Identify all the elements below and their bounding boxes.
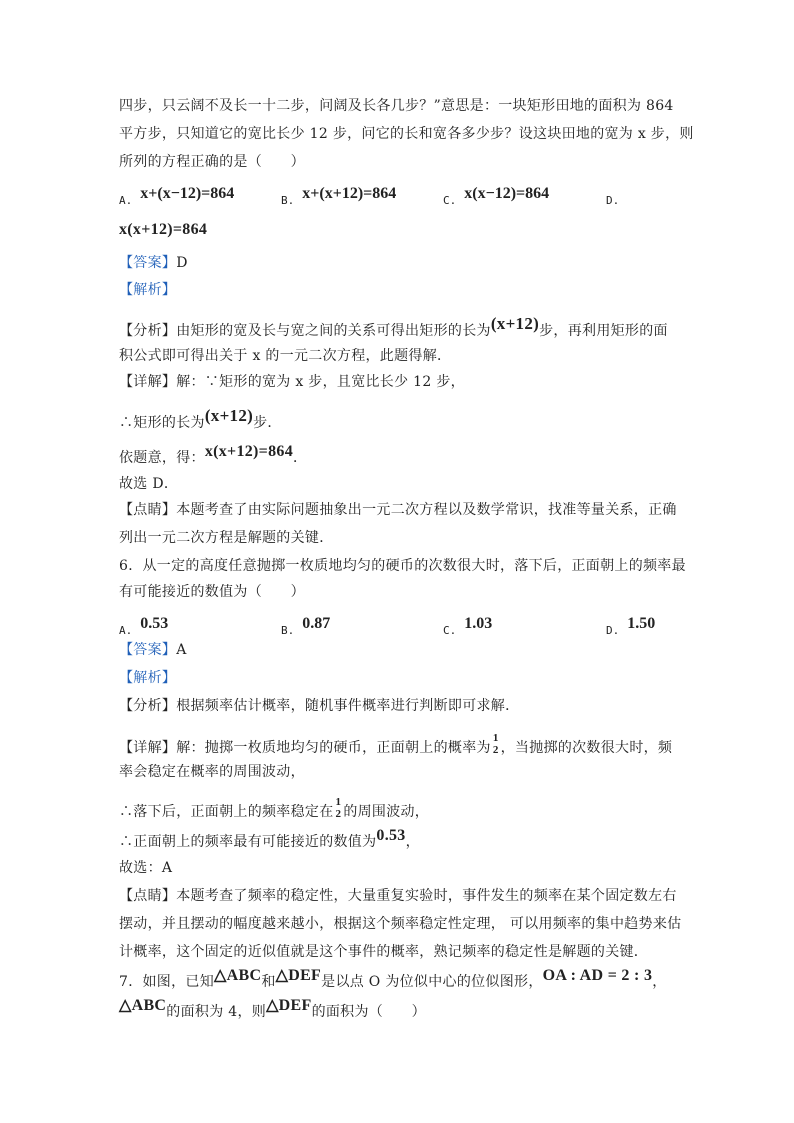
detail-text: ∴矩形的长为: [119, 415, 205, 431]
detail-text: ∴正面朝上的频率最有可能接近的数值为: [119, 834, 377, 850]
q6-comment-line-2: 摆动，并且摆动的幅度越来越小，根据这个频率稳定性定理， 可以用频率的集中趋势来估: [119, 916, 682, 932]
stem-text: 的面积为 4，则: [166, 1004, 267, 1020]
q6-detail-line-1: [119, 732, 673, 760]
q5-stem-line-3: 所列的方程正确的是（ ）: [119, 154, 305, 170]
q5-fenxi-line-2: 积公式即可得出关于 x 的一元二次方程，此题得解．: [119, 348, 452, 364]
answer-value: A: [176, 642, 187, 658]
detail-text: ，当抛掷的次数很大时，频: [500, 740, 673, 756]
fenxi-expression: (x+12): [490, 314, 540, 333]
fenxi-text: 步，再利用矩形的面: [539, 323, 668, 339]
fraction-one-half: [493, 732, 499, 756]
option-letter: A.: [119, 624, 133, 637]
q5-detail-line-4: 故选 D．: [119, 476, 179, 492]
q6-stem-line-2: 有可能接近的数值为（ ）: [119, 584, 305, 600]
q6-detail-line-2: 率会稳定在概率的周围波动，: [119, 764, 305, 780]
detail-text: ．: [293, 450, 308, 466]
detail-text: 的周围波动，: [343, 804, 430, 820]
option-value: 1.03: [464, 615, 493, 632]
fenxi-text: 根据频率估计概率，随机事件概率进行判断即可求解．: [176, 698, 520, 714]
comment-text: 本题考查了由实际问题抽象出一元二次方程以及数学常识，找准等量关系，正确: [176, 502, 677, 518]
option-letter: C.: [443, 624, 457, 637]
option-expression: x+(x+12)=864: [302, 185, 397, 202]
q5-detail-line-2: [119, 406, 282, 433]
q5-option-a: [119, 185, 235, 211]
option-letter: C.: [443, 194, 457, 207]
fraction-numerator: 1: [335, 796, 342, 808]
q6-detail-line-4: [119, 827, 420, 852]
option-letter: B.: [281, 624, 295, 637]
triangle-def: △DEF: [266, 997, 312, 1014]
triangle-abc: △ABC: [214, 967, 262, 984]
option-letter: D.: [606, 194, 620, 207]
triangle-def: △DEF: [275, 967, 322, 984]
option-value: 0.53: [140, 615, 169, 632]
detail-text: ，: [405, 834, 420, 850]
q6-option-a: [119, 615, 169, 641]
q5-option-b: [281, 185, 397, 211]
q5-stem-line-2: 平方步，只知道它的宽比长少 12 步，问它的长和宽各多少步？设这块田地的宽为 x 步，则: [119, 126, 694, 142]
fenxi-text: 由矩形的宽及长与宽之间的关系可得出矩形的长为: [176, 323, 491, 339]
fraction-denominator: 2: [335, 808, 342, 820]
comment-label: 【点睛】: [119, 888, 177, 904]
q5-option-d-expression: x(x+12)=864: [119, 221, 208, 238]
q6-option-d: [606, 615, 656, 641]
option-letter: A.: [119, 194, 133, 207]
q5-fenxi-line-1: [119, 314, 668, 341]
fraction-one-half: [336, 796, 342, 820]
detail-label: 【详解】: [119, 374, 177, 390]
q6-detail-line-3: [119, 796, 430, 824]
detail-text: 依题意，得：: [119, 450, 205, 466]
comment-text: 本题考查了频率的稳定性，大量重复实验时，事件发生的频率在某个固定数左右: [176, 888, 677, 904]
option-letter: B.: [281, 194, 295, 207]
q5-option-c: [443, 185, 550, 211]
q5-analysis-label: 【解析】: [119, 282, 177, 298]
answer-label: 【答案】: [119, 255, 177, 271]
q5-stem-line-1: 四步，只云阔不及长一十二步，问阔及长各几步？”意思是：一块矩形田地的面积为 864: [119, 98, 674, 114]
option-expression: x+(x−12)=864: [140, 185, 235, 202]
stem-text: ，: [652, 974, 667, 990]
q5-comment-line-2: 列出一元二次方程是解题的关键．: [119, 530, 334, 546]
ratio-expression: OA : AD = 2 : 3: [542, 967, 653, 984]
q7-stem-line-2: [119, 997, 426, 1022]
detail-label: 【详解】: [119, 740, 177, 756]
q5-comment-line-1: [119, 500, 677, 520]
detail-text: ∴落下后，正面朝上的频率稳定在: [119, 804, 334, 820]
option-value: 1.50: [627, 615, 656, 632]
stem-text: 是以点 O 为位似中心的位似图形，: [321, 974, 543, 990]
detail-expression: (x+12): [204, 406, 254, 425]
stem-text: 的面积为（ ）: [311, 1004, 426, 1020]
detail-value: 0.53: [376, 827, 406, 844]
q6-comment-line-1: [119, 886, 677, 906]
q6-option-b: [281, 615, 331, 641]
option-letter: D.: [606, 624, 620, 637]
option-expression: x(x−12)=864: [464, 185, 550, 202]
fraction-denominator: 2: [492, 744, 499, 756]
stem-text: 和: [261, 974, 276, 990]
triangle-abc: △ABC: [119, 997, 167, 1014]
option-value: 0.87: [302, 615, 331, 632]
q6-detail-line-5: 故选：A: [119, 860, 173, 876]
q5-answer: [119, 253, 188, 273]
detail-expression: x(x+12)=864: [204, 443, 294, 460]
q7-stem-line-1: [119, 967, 667, 992]
stem-text: 7．如图，已知: [119, 974, 215, 990]
q5-detail-line-1: [119, 372, 465, 392]
detail-text: 步．: [253, 415, 282, 431]
answer-value: D: [176, 255, 188, 271]
q6-analysis-label: 【解析】: [119, 670, 177, 686]
q6-stem-line-1: 6．从一定的高度任意抛掷一枚质地均匀的硬币的次数很大时，落下后，正面朝上的频率最: [119, 558, 686, 574]
q6-answer: [119, 640, 187, 660]
detail-text: 解：∵矩形的宽为 x 步，且宽比长少 12 步，: [176, 374, 465, 390]
fenxi-label: 【分析】: [119, 698, 177, 714]
q5-detail-line-3: [119, 443, 308, 468]
q6-option-c: [443, 615, 493, 641]
comment-label: 【点睛】: [119, 502, 177, 518]
answer-label: 【答案】: [119, 642, 177, 658]
q6-fenxi-line: [119, 696, 519, 716]
detail-text: 解：抛掷一枚质地均匀的硬币，正面朝上的概率为: [176, 740, 491, 756]
fenxi-label: 【分析】: [119, 323, 177, 339]
fraction-numerator: 1: [492, 732, 499, 744]
q5-option-d: [606, 190, 627, 211]
q6-comment-line-3: 计概率，这个固定的近似值就是这个事件的概率，熟记频率的稳定性是解题的关键．: [119, 944, 649, 960]
